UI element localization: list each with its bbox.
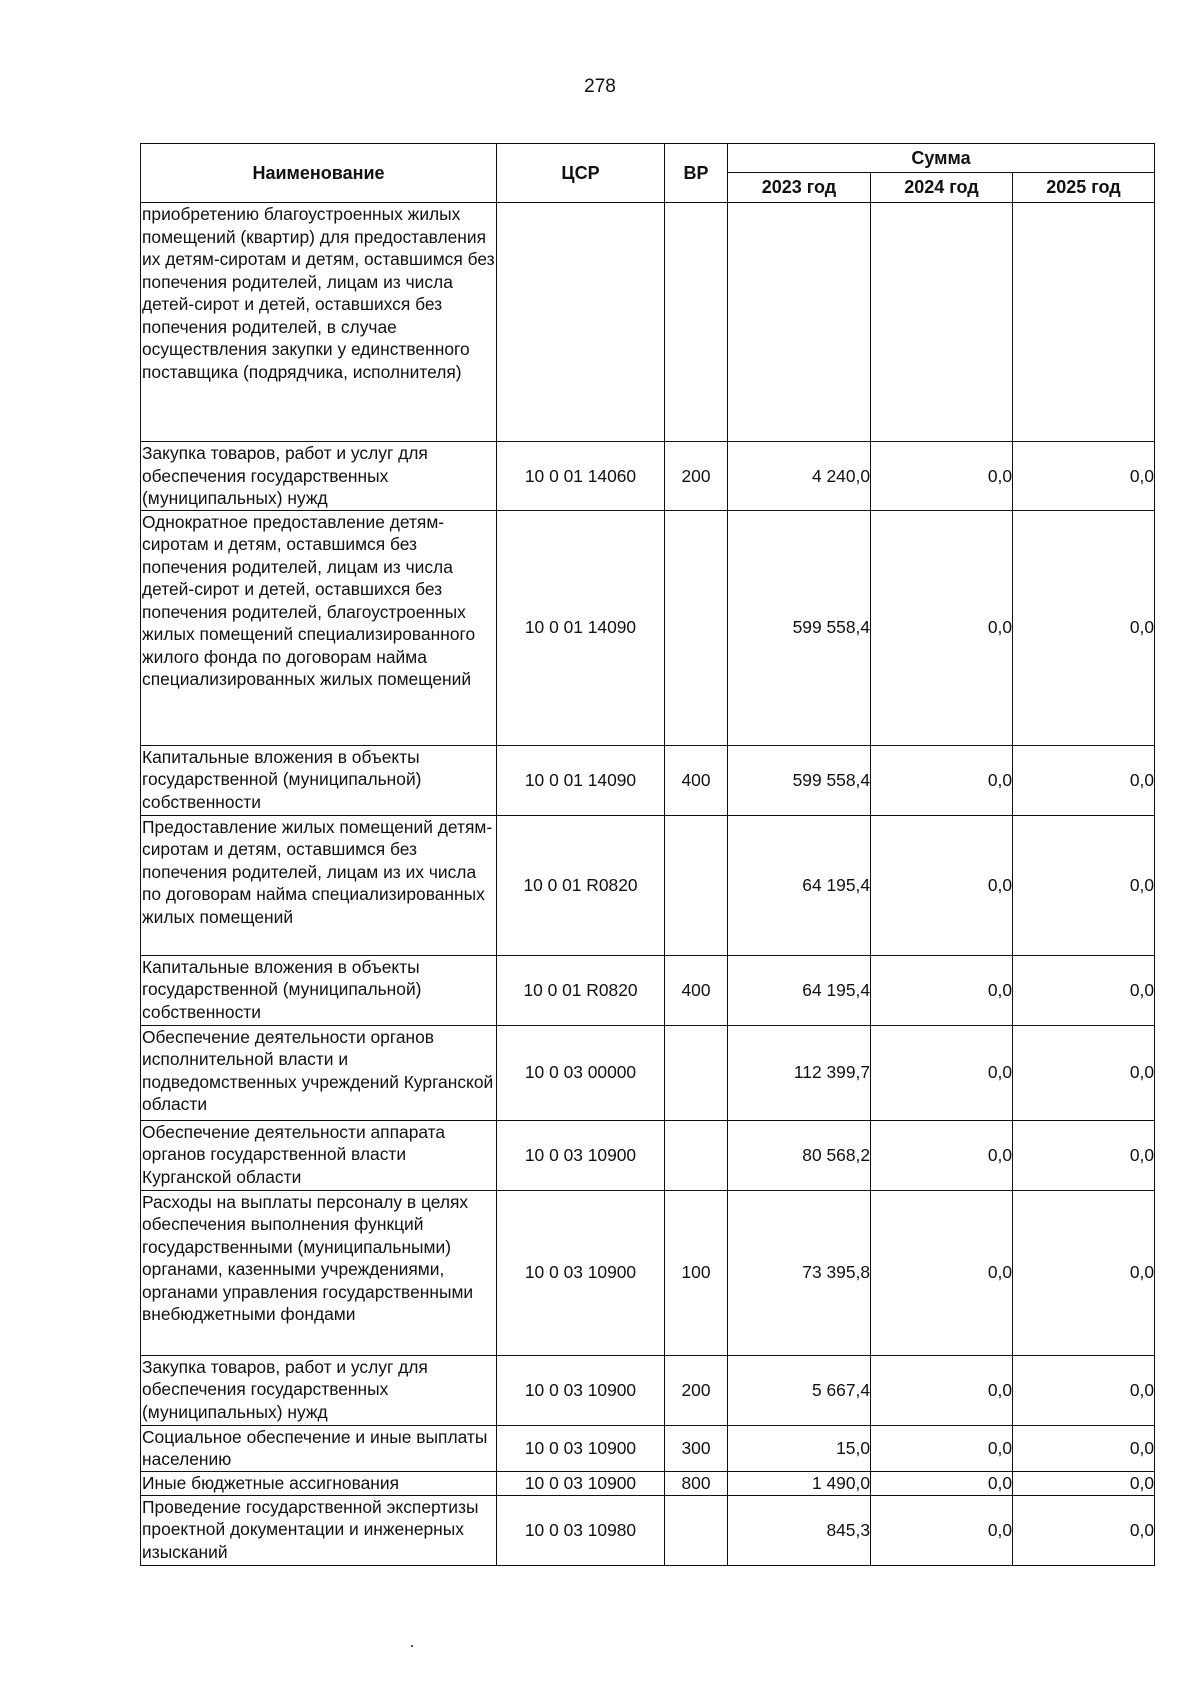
table-row xyxy=(141,1190,1155,1355)
row-sum-2024: 0,0 xyxy=(871,1425,1013,1471)
header-sum: Сумма xyxy=(728,144,1155,173)
row-sum-2025: 0,0 xyxy=(1013,955,1155,1025)
row-sum-2023: 1 490,0 xyxy=(728,1471,871,1495)
row-sum-2024: 0,0 xyxy=(871,815,1013,955)
row-sum-2025: 0,0 xyxy=(1013,1190,1155,1355)
row-vr xyxy=(665,815,728,955)
row-sum-2023: 64 195,4 xyxy=(728,955,871,1025)
row-csr: 10 0 01 14090 xyxy=(497,510,665,745)
row-csr: 10 0 03 10900 xyxy=(497,1120,665,1190)
row-sum-2023: 599 558,4 xyxy=(728,510,871,745)
row-name: Капитальные вложения в объекты государственной (муниципальной) собственности xyxy=(141,745,497,815)
row-vr xyxy=(665,1495,728,1565)
table-row xyxy=(141,442,1155,511)
table-row xyxy=(141,1120,1155,1190)
table-row xyxy=(141,1471,1155,1495)
row-csr: 10 0 03 10900 xyxy=(497,1190,665,1355)
row-name: Иные бюджетные ассигнования xyxy=(141,1471,497,1495)
row-sum-2023 xyxy=(728,203,871,442)
table-header xyxy=(141,144,1155,203)
row-sum-2023: 599 558,4 xyxy=(728,745,871,815)
header-2023: 2023 год xyxy=(728,173,871,203)
header-name: Наименование xyxy=(141,144,497,203)
row-vr: 400 xyxy=(665,955,728,1025)
budget-table xyxy=(140,143,1155,1566)
row-name: Обеспечение деятельности аппарата органов государственной власти Курганской области xyxy=(141,1120,497,1190)
row-sum-2023: 112 399,7 xyxy=(728,1025,871,1120)
row-sum-2024: 0,0 xyxy=(871,1190,1013,1355)
row-sum-2024: 0,0 xyxy=(871,1495,1013,1565)
row-vr: 200 xyxy=(665,1355,728,1425)
table-row xyxy=(141,745,1155,815)
row-csr: 10 0 01 R0820 xyxy=(497,955,665,1025)
row-csr: 10 0 01 R0820 xyxy=(497,815,665,955)
row-sum-2024: 0,0 xyxy=(871,1471,1013,1495)
row-csr: 10 0 03 10900 xyxy=(497,1425,665,1471)
row-csr: 10 0 01 14060 xyxy=(497,442,665,511)
row-sum-2023: 64 195,4 xyxy=(728,815,871,955)
table-body xyxy=(141,203,1155,1566)
row-name: Обеспечение деятельности органов исполнительной власти и подведомственных учреждений Курганской области xyxy=(141,1025,497,1120)
table-row xyxy=(141,1495,1155,1565)
row-sum-2025: 0,0 xyxy=(1013,1495,1155,1565)
row-sum-2023: 4 240,0 xyxy=(728,442,871,511)
row-sum-2024 xyxy=(871,203,1013,442)
row-sum-2023: 73 395,8 xyxy=(728,1190,871,1355)
row-name: Предоставление жилых помещений детям-сиротам и детям, оставшимся без попечения родителей, лицам из их числа по договорам найма специализированных жилых помещений xyxy=(141,815,497,955)
row-sum-2024: 0,0 xyxy=(871,1355,1013,1425)
row-csr: 10 0 03 10900 xyxy=(497,1355,665,1425)
row-sum-2023: 80 568,2 xyxy=(728,1120,871,1190)
row-name: Закупка товаров, работ и услуг для обеспечения государственных (муниципальных) нужд xyxy=(141,1355,497,1425)
header-2024: 2024 год xyxy=(871,173,1013,203)
table-row xyxy=(141,1355,1155,1425)
row-vr xyxy=(665,1120,728,1190)
row-sum-2024: 0,0 xyxy=(871,955,1013,1025)
row-vr xyxy=(665,203,728,442)
row-sum-2025: 0,0 xyxy=(1013,1471,1155,1495)
table-row xyxy=(141,203,1155,442)
row-sum-2023: 5 667,4 xyxy=(728,1355,871,1425)
row-sum-2024: 0,0 xyxy=(871,1025,1013,1120)
scan-speck xyxy=(411,1645,413,1647)
row-sum-2023: 845,3 xyxy=(728,1495,871,1565)
row-name: приобретению благоустроенных жилых помещений (квартир) для предоставления их детям-сиротам и детям, оставшимся без попечения родителей, лицам из числа детей-сирот и детей, оставшихся без попечения родителей, в случае осуществления закупки у единственного поставщика (подрядчика, исполнителя) xyxy=(141,203,497,442)
row-vr xyxy=(665,1025,728,1120)
row-vr: 800 xyxy=(665,1471,728,1495)
row-vr: 400 xyxy=(665,745,728,815)
row-sum-2025: 0,0 xyxy=(1013,442,1155,511)
row-sum-2025: 0,0 xyxy=(1013,1120,1155,1190)
row-sum-2024: 0,0 xyxy=(871,1120,1013,1190)
table-row xyxy=(141,1025,1155,1120)
row-sum-2025: 0,0 xyxy=(1013,510,1155,745)
row-name: Проведение государственной экспертизы проектной документации и инженерных изысканий xyxy=(141,1495,497,1565)
header-vr: ВР xyxy=(665,144,728,203)
table-row xyxy=(141,510,1155,745)
table-row xyxy=(141,815,1155,955)
row-csr: 10 0 01 14090 xyxy=(497,745,665,815)
page-number: 278 xyxy=(584,76,616,97)
row-sum-2024: 0,0 xyxy=(871,510,1013,745)
table-row xyxy=(141,955,1155,1025)
row-sum-2023: 15,0 xyxy=(728,1425,871,1471)
row-name: Социальное обеспечение и иные выплаты населению xyxy=(141,1425,497,1471)
row-name: Однократное предоставление детям-сиротам и детям, оставшимся без попечения родителей, лицам из числа детей-сирот и детей, оставшихся без попечения родителей, благоустроенных жилых помещений специализированного жилого фонда по договорам найма специализированных жилых помещений xyxy=(141,510,497,745)
row-vr: 200 xyxy=(665,442,728,511)
row-name: Закупка товаров, работ и услуг для обеспечения государственных (муниципальных) нужд xyxy=(141,442,497,511)
row-sum-2024: 0,0 xyxy=(871,745,1013,815)
row-sum-2025: 0,0 xyxy=(1013,745,1155,815)
row-csr: 10 0 03 10980 xyxy=(497,1495,665,1565)
row-csr xyxy=(497,203,665,442)
row-name: Расходы на выплаты персоналу в целях обеспечения выполнения функций государственными (муниципальными) органами, казенными учреждениями, органами управления государственными внебюджетными фондами xyxy=(141,1190,497,1355)
row-sum-2024: 0,0 xyxy=(871,442,1013,511)
header-csr: ЦСР xyxy=(497,144,665,203)
row-sum-2025 xyxy=(1013,203,1155,442)
row-name: Капитальные вложения в объекты государственной (муниципальной) собственности xyxy=(141,955,497,1025)
header-2025: 2025 год xyxy=(1013,173,1155,203)
row-sum-2025: 0,0 xyxy=(1013,1025,1155,1120)
row-sum-2025: 0,0 xyxy=(1013,815,1155,955)
row-sum-2025: 0,0 xyxy=(1013,1425,1155,1471)
row-csr: 10 0 03 00000 xyxy=(497,1025,665,1120)
row-sum-2025: 0,0 xyxy=(1013,1355,1155,1425)
row-vr: 100 xyxy=(665,1190,728,1355)
row-vr: 300 xyxy=(665,1425,728,1471)
table-row xyxy=(141,1425,1155,1471)
row-csr: 10 0 03 10900 xyxy=(497,1471,665,1495)
row-vr xyxy=(665,510,728,745)
